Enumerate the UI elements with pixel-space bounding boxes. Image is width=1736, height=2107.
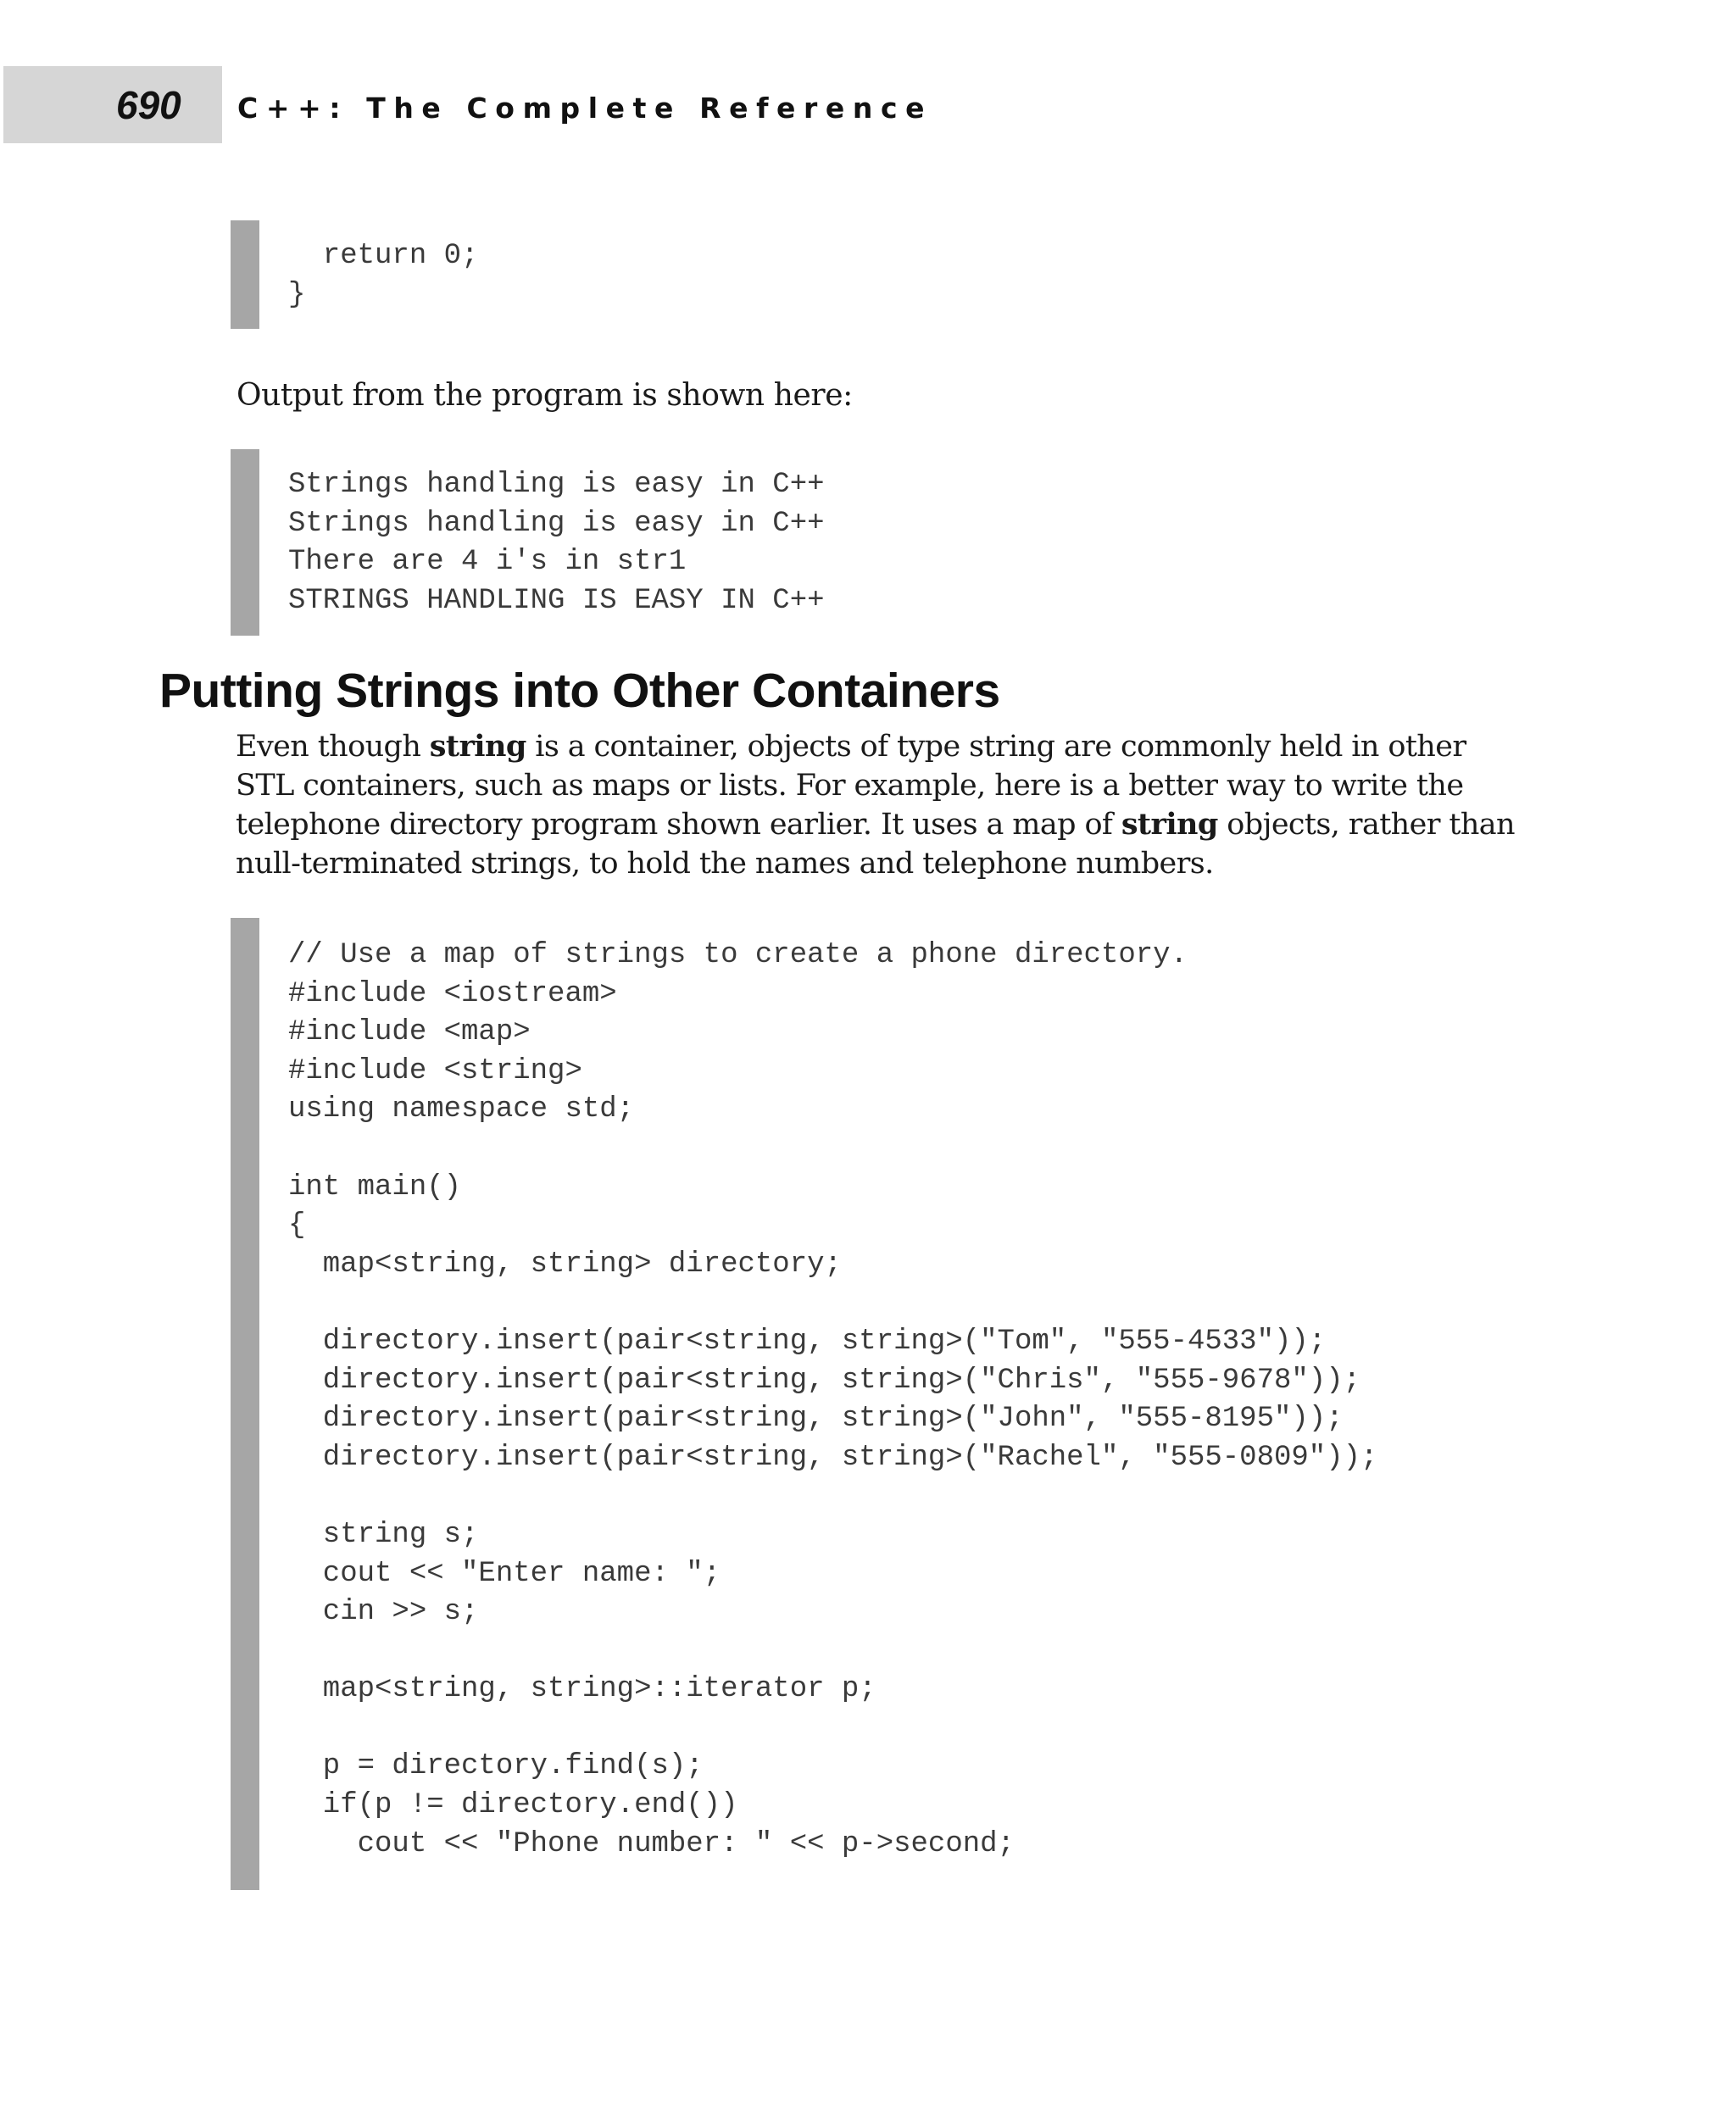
code-line (288, 1284, 1377, 1323)
output-line: There are 4 i's in str1 (288, 546, 687, 579)
code-margin-bar (231, 918, 259, 1890)
text-run: Even though (236, 730, 430, 764)
code-line: map<string, string> directory; (288, 1248, 842, 1281)
code-line: // Use a map of strings to create a phone directory. (288, 939, 1188, 971)
code-margin-bar (231, 449, 259, 636)
output-intro-text: Output from the program is shown here: (236, 378, 853, 413)
output-line: Strings handling is easy in C++ (288, 507, 825, 540)
code-line: if(p != directory.end()) (288, 1789, 738, 1822)
output-line: STRINGS HANDLING IS EASY IN C++ (288, 584, 825, 617)
paragraph-line (236, 727, 1515, 767)
code-line (288, 1710, 1377, 1748)
code-line: cout << "Phone number: " << p->second; (288, 1827, 1015, 1860)
bold-term: string (429, 729, 526, 764)
code-line (288, 1130, 1377, 1169)
code-line: directory.insert(pair<string, string>("Rachel", "555-0809")); (288, 1441, 1378, 1474)
section-heading: Putting Strings into Other Containers (159, 664, 1000, 718)
code-line: map<string, string>::iterator p; (288, 1673, 876, 1706)
code-line: #include <string> (288, 1054, 582, 1087)
code-line: } (288, 278, 306, 311)
text-run: is a container, objects of type string are commonly held in other (526, 730, 1466, 764)
page-number: 690 (116, 83, 181, 127)
text-run: objects, rather than (1217, 808, 1516, 842)
code-line: { (288, 1209, 306, 1243)
output-lines (288, 466, 825, 620)
page-number-tab (3, 66, 222, 143)
code-line (288, 1632, 1377, 1671)
code-line: directory.insert(pair<string, string>("Chris", "555-9678")); (288, 1364, 1361, 1397)
code-line (288, 1477, 1377, 1516)
code-line: directory.insert(pair<string, string>("Tom", "555-4533")); (288, 1325, 1327, 1358)
output-line: Strings handling is easy in C++ (288, 469, 825, 501)
code-line: #include <map> (288, 1016, 531, 1049)
code-line: cout << "Enter name: "; (288, 1557, 721, 1590)
code-line: cin >> s; (288, 1596, 479, 1629)
paragraph-line: STL containers, such as maps or lists. For example, here is a better way to write the (236, 768, 1464, 803)
code-line: directory.insert(pair<string, string>("John", "555-8195")); (288, 1403, 1344, 1436)
paragraph-line (236, 805, 1515, 845)
code-line: p = directory.find(s); (288, 1750, 704, 1783)
code-line: string s; (288, 1518, 479, 1551)
bold-term: string (1121, 807, 1218, 842)
code-margin-bar (231, 220, 259, 329)
code-line: using namespace std; (288, 1093, 635, 1126)
body-paragraph (236, 727, 1515, 883)
code-line: #include <iostream> (288, 977, 617, 1010)
code-line: int main() (288, 1170, 462, 1204)
code-lines (288, 937, 1377, 1864)
paragraph-line: null-terminated strings, to hold the names and telephone numbers. (236, 846, 1214, 881)
text-run: telephone directory program shown earlier. It uses a map of (236, 808, 1121, 842)
running-header-title: C++: The Complete Reference (237, 92, 933, 125)
code-lines (288, 237, 478, 314)
code-line: return 0; (288, 240, 479, 272)
